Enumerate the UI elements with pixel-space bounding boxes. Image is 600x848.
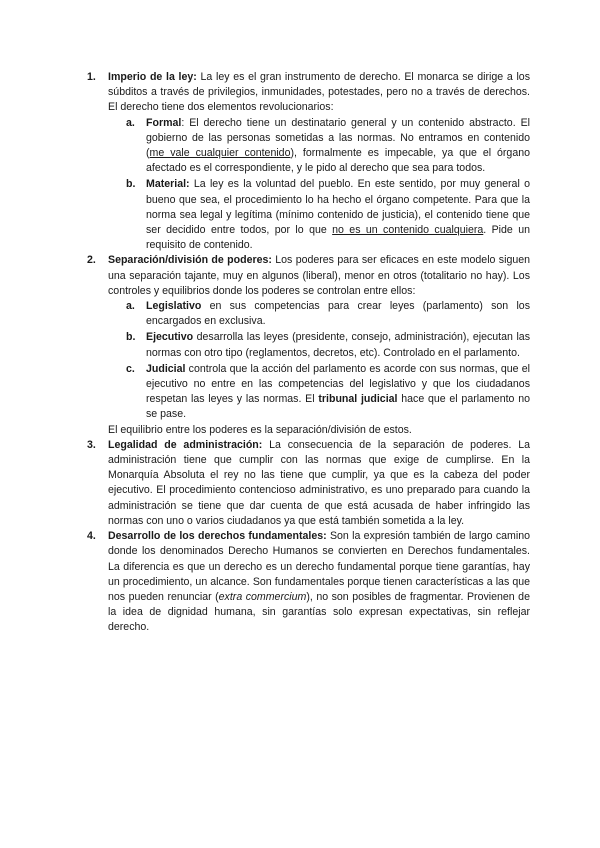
list-item-derechos	[87, 529, 530, 635]
item-number: 4.	[87, 530, 96, 543]
underlined-text: no es un contenido cualquiera	[332, 224, 484, 237]
sub-item-ejecutivo	[126, 330, 530, 360]
item-text: ), no son posibles de fragmentar. Provienen de la idea de dignidad humana, sin garantías solo expresan expectativas, sin reflejar derecho.	[108, 590, 530, 634]
item-closing-text: El equilibrio entre los poderes es la separación/división de estos.	[108, 423, 412, 436]
sub-item-heading: Ejecutivo	[146, 331, 194, 344]
sub-item-text: controla que la acción del parlamento es acorde con sus normas, que el ejecutivo no entre en las competencias del legislativo y que los ciudadanos respetan las leyes y las normas. El	[146, 362, 530, 406]
item-number: 2.	[87, 254, 96, 267]
main-list	[87, 70, 531, 636]
sub-item-letter: a.	[126, 116, 135, 129]
item-heading: Legalidad de administración:	[108, 438, 263, 451]
sub-item-text: ), formalmente es impecable, ya que el órgano afectado es el correspondiente, y le pido al derecho que sea para todos.	[146, 147, 531, 175]
list-item-imperio	[87, 70, 531, 253]
item-heading: Imperio de la ley:	[108, 71, 197, 83]
sub-list	[108, 116, 530, 254]
sub-list	[108, 299, 530, 423]
bold-text: tribunal judicial	[318, 393, 398, 406]
sub-item-text: hace que el parlamento no se pase.	[146, 393, 530, 421]
sub-item-formal	[126, 116, 531, 177]
sub-item-heading: Formal	[146, 116, 182, 129]
item-number: 3.	[87, 438, 96, 451]
underlined-text: me vale cualquier contenido	[149, 147, 291, 160]
item-text: La consecuencia de la separación de poderes. La administración tiene que cumplir con las normas que exige de cumplirse. En la Monarquía Absoluta el rey no las tiene que cumplir, ya que es la cabeza del poder ejecutivo. El procedimiento contencioso administrativo, es uno preparado para cuando la administración se tiene que dar cuenta de que está acusada de haber infringido las normas con uno o varios ciudadanos ya que está también sometida a la ley.	[108, 438, 530, 527]
item-number: 1.	[87, 71, 96, 83]
item-text: Son la expresión también de largo camino donde los denominados Derecho Humanos se convierten en Derechos fundamentales. La diferencia es que un derecho es un derecho fundamental porque tiene garantías, hay un procedimiento, un alcance. Son fundamentales porque tienen características a las que nos pueden renunciar (	[108, 530, 530, 603]
list-item-legalidad	[87, 438, 530, 529]
item-text: Los poderes para ser eficaces en este modelo siguen una separación tajante, muy en algunos (liberal), menor en otros (totalitario no hay). Los controles y equilibrios donde los poderes se controlan entre ellos:	[108, 254, 531, 297]
item-heading: Separación/división de poderes:	[108, 254, 272, 267]
sub-item-letter: b.	[126, 331, 136, 344]
sub-item-letter: a.	[126, 300, 135, 313]
sub-item-letter: c.	[126, 362, 135, 375]
sub-item-letter: b.	[126, 178, 136, 191]
item-heading: Desarrollo de los derechos fundamentales:	[108, 530, 327, 543]
italic-text: extra commercium	[218, 590, 307, 603]
sub-item-text: en sus competencias para crear leyes (parlamento) son los encargados en exclusiva.	[146, 300, 530, 328]
sub-item-heading: Material:	[146, 178, 190, 191]
sub-item-heading: Judicial	[146, 362, 186, 375]
sub-item-text: desarrolla las leyes (presidente, consejo, administración), ejecutan las normas con otro tipo (reglamentos, decretos, etc). Controlado en el parlamento.	[146, 331, 530, 359]
item-text: La ley es el gran instrumento de derecho. El monarca se dirige a los súbditos a través de privilegios, inmunidades, potestades, pero no a través de derechos. El derecho tiene dos elementos revolucionarios:	[108, 71, 530, 114]
list-item-separacion	[87, 253, 531, 437]
sub-item-heading: Legislativo	[146, 300, 202, 313]
sub-item-legislativo	[126, 299, 530, 329]
sub-item-text: . Pide un requisito de contenido.	[146, 224, 530, 252]
sub-item-judicial	[126, 362, 530, 423]
sub-item-text: La ley es la voluntad del pueblo. En este sentido, por muy general o bueno que sea, el procedimiento lo ha hecho el órgano competente. Para que la norma sea legal y legítima (mínimo contenido de justicia), el contenido tiene que ser decidido entre todos, por lo que	[146, 178, 530, 237]
sub-item-material	[126, 177, 530, 253]
sub-item-text: : El derecho tiene un destinatario general y un contenido abstracto. El gobierno de las personas sometidas a las normas. No entramos en contenido (	[146, 116, 530, 160]
